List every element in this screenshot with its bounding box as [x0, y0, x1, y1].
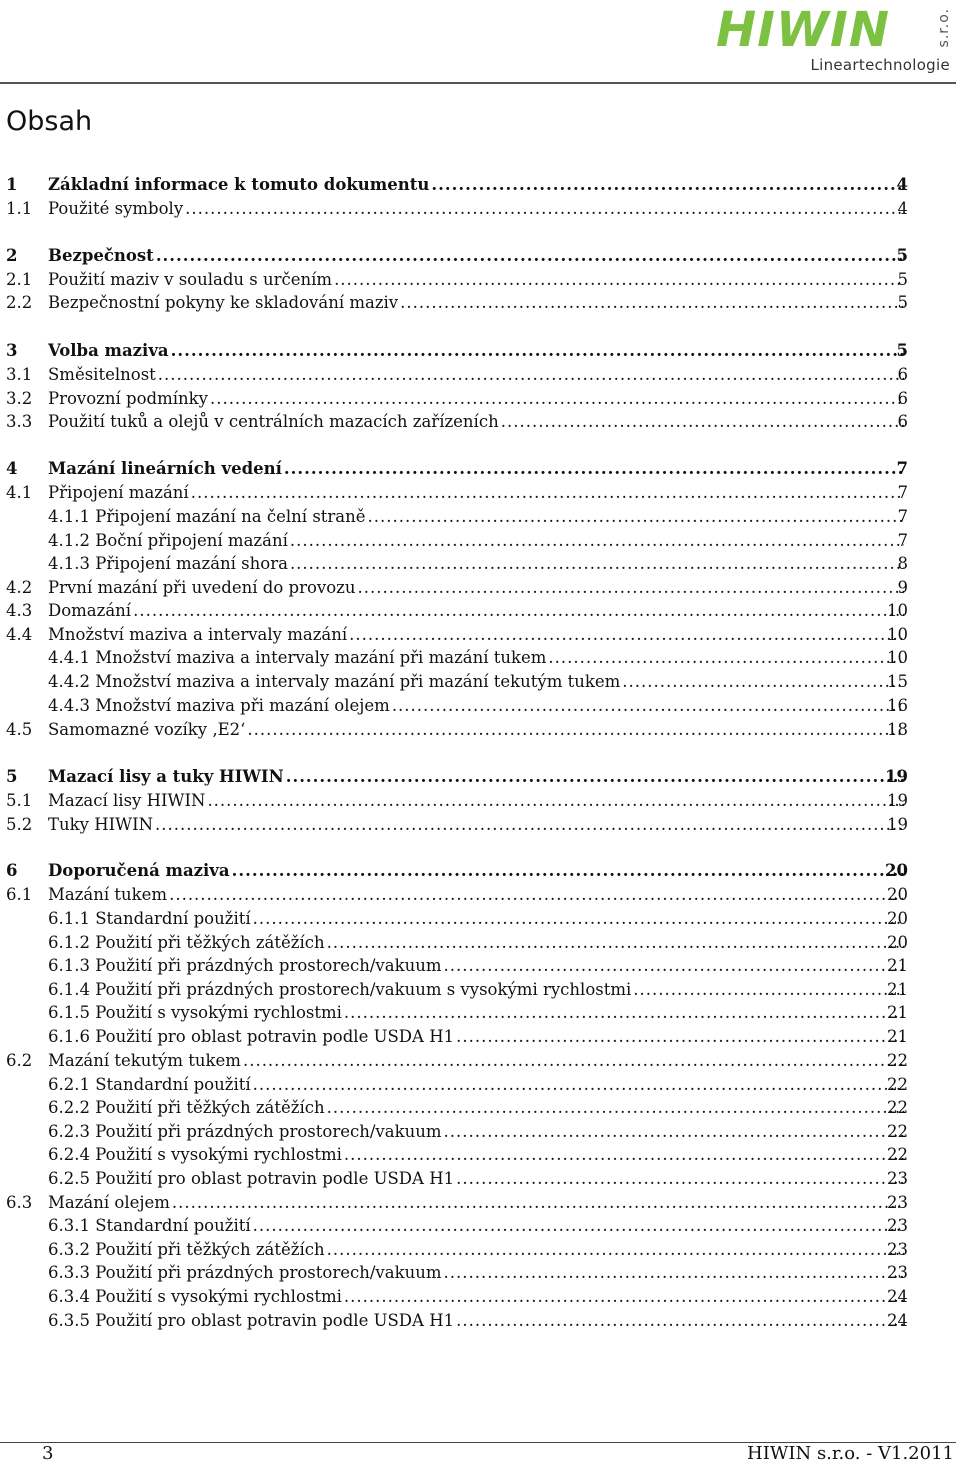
toc-entry[interactable] — [0, 1144, 960, 1166]
toc-entry-title-wrap — [48, 340, 906, 362]
toc-entry-number: 3 — [6, 341, 18, 360]
toc-entry-title-wrap — [48, 1239, 906, 1261]
toc-entry-title-wrap — [48, 1168, 906, 1190]
toc-entry-title-wrap — [48, 884, 906, 906]
toc-dot-leader — [191, 482, 904, 504]
toc-entry-title: Množství maziva a intervaly mazání — [48, 625, 348, 644]
toc-dot-leader — [334, 269, 904, 291]
toc-entry-title: 6.1.5 Použití s vysokými rychlostmi — [48, 1003, 342, 1022]
toc-entry[interactable] — [0, 695, 960, 717]
toc-dot-leader — [156, 245, 904, 267]
toc-dot-leader — [253, 1215, 904, 1237]
toc-dot-leader — [456, 1026, 904, 1048]
toc-entry-title: Mazání lineárních vedení — [48, 459, 282, 478]
toc-dot-leader — [158, 364, 904, 386]
toc-entry-page: 7 — [897, 507, 908, 526]
toc-entry-number: 4.2 — [6, 578, 33, 597]
toc-dot-leader — [253, 1074, 904, 1096]
toc-entry[interactable] — [0, 1286, 960, 1308]
toc-entry-page: 21 — [887, 980, 908, 999]
toc-entry-title: Mazání tekutým tukem — [48, 1051, 241, 1070]
toc-entry[interactable] — [0, 624, 960, 646]
toc-entry-title-wrap — [48, 1002, 906, 1024]
toc-entry-title-wrap — [48, 932, 906, 954]
toc-dot-leader — [243, 1050, 904, 1072]
toc-entry[interactable] — [0, 600, 960, 622]
toc-entry[interactable] — [0, 1262, 960, 1284]
toc-dot-leader — [172, 1192, 904, 1214]
toc-entry-title: Provozní podmínky — [48, 389, 208, 408]
toc-entry-page: 6 — [897, 389, 908, 408]
toc-entry[interactable] — [0, 671, 960, 693]
toc-entry-page: 6 — [897, 365, 908, 384]
toc-entry[interactable] — [0, 577, 960, 599]
toc-dot-leader — [290, 530, 904, 552]
toc-dot-leader — [290, 553, 904, 575]
toc-entry-title-wrap — [48, 719, 906, 741]
toc-entry-title-wrap — [48, 174, 906, 196]
toc-entry-title: Směsitelnost — [48, 365, 156, 384]
toc-entry-title: 4.4.1 Množství maziva a intervaly mazání při mazání tukem — [48, 648, 547, 667]
toc-entry-title: 6.2.3 Použití při prázdných prostorech/vakuum — [48, 1122, 442, 1141]
toc-entry-title-wrap — [48, 814, 906, 836]
toc-entry-page: 10 — [887, 601, 908, 620]
toc-entry-title-wrap — [48, 671, 906, 693]
toc-entry-title: 6.3.3 Použití při prázdných prostorech/vakuum — [48, 1263, 442, 1282]
toc-entry-number: 2 — [6, 246, 18, 265]
toc-entry-title: 6.3.1 Standardní použití — [48, 1216, 251, 1235]
toc-entry-title: 6.1.1 Standardní použití — [48, 909, 251, 928]
toc-entry-page: 16 — [887, 696, 908, 715]
toc-entry[interactable] — [0, 1168, 960, 1190]
toc-entry-title: Použití tuků a olejů v centrálních mazacích zařízeních — [48, 412, 499, 431]
toc-dot-leader — [253, 908, 904, 930]
toc-dot-leader — [456, 1168, 904, 1190]
toc-entry[interactable] — [0, 458, 960, 480]
toc-entry-title: Samomazné vozíky ‚E2‘ — [48, 720, 246, 739]
toc-entry-page: 24 — [887, 1287, 908, 1306]
toc-entry[interactable] — [0, 292, 960, 314]
toc-entry-title: 4.4.3 Množství maziva při mazání olejem — [48, 696, 390, 715]
toc-entry[interactable] — [0, 1121, 960, 1143]
toc-entry-number: 1 — [6, 175, 18, 194]
toc-entry-page: 22 — [887, 1122, 908, 1141]
toc-entry-title: Připojení mazání — [48, 483, 189, 502]
toc-entry-page: 24 — [887, 1311, 908, 1330]
toc-entry-title-wrap — [48, 1192, 906, 1214]
toc-dot-leader — [443, 1262, 904, 1284]
toc-dot-leader — [501, 411, 904, 433]
toc-entry[interactable] — [0, 1050, 960, 1072]
toc-entry-title-wrap — [48, 790, 906, 812]
toc-entry-page: 18 — [887, 720, 908, 739]
toc-entry-title-wrap — [48, 1026, 906, 1048]
toc-entry-title: 4.1.1 Připojení mazání na čelní straně — [48, 507, 366, 526]
toc-entry[interactable] — [0, 553, 960, 575]
toc-entry-title-wrap — [48, 388, 906, 410]
toc-entry[interactable] — [0, 790, 960, 812]
logo-wordmark: HIWIN — [716, 2, 891, 58]
toc-entry-title-wrap — [48, 1286, 906, 1308]
toc-entry-number: 6.3 — [6, 1193, 33, 1212]
toc-entry-number: 5.2 — [6, 815, 33, 834]
toc-entry-page: 20 — [887, 909, 908, 928]
toc-entry[interactable] — [0, 1239, 960, 1261]
toc-entry-title-wrap — [48, 577, 906, 599]
toc-entry-page: 15 — [887, 672, 908, 691]
toc-dot-leader — [284, 458, 904, 480]
toc-entry-title-wrap — [48, 600, 906, 622]
toc-entry-page: 20 — [887, 933, 908, 952]
toc-dot-leader — [357, 577, 904, 599]
toc-entry-title: 4.4.2 Množství maziva a intervaly mazání při mazání tekutým tukem — [48, 672, 621, 691]
toc-entry[interactable] — [0, 1310, 960, 1332]
toc-entry-title-wrap — [48, 695, 906, 717]
toc-entry-number: 4.4 — [6, 625, 33, 644]
toc-entry-title-wrap — [48, 482, 906, 504]
toc-dot-leader — [327, 932, 904, 954]
toc-entry-title: 6.3.4 Použití s vysokými rychlostmi — [48, 1287, 342, 1306]
toc-entry-title-wrap — [48, 198, 906, 220]
toc-dot-leader — [327, 1239, 904, 1261]
toc-dot-leader — [633, 979, 904, 1001]
toc-dot-leader — [185, 198, 904, 220]
toc-entry-title-wrap — [48, 1262, 906, 1284]
toc-dot-leader — [443, 955, 904, 977]
toc-entry-title: 6.2.2 Použití při těžkých zátěžích — [48, 1098, 325, 1117]
toc-entry-title-wrap — [48, 908, 906, 930]
toc-entry-title-wrap — [48, 506, 906, 528]
toc-dot-leader — [327, 1097, 904, 1119]
toc-dot-leader — [247, 719, 904, 741]
toc-entry-title: 6.3.5 Použití pro oblast potravin podle USDA H1 — [48, 1311, 455, 1330]
footer-company: HIWIN s.r.o. - V1.2011 — [747, 1443, 954, 1464]
toc-entry-title-wrap — [48, 1074, 906, 1096]
toc-entry[interactable] — [0, 530, 960, 552]
toc-entry-page: 22 — [887, 1075, 908, 1094]
toc-entry-title: Domazání — [48, 601, 132, 620]
toc-entry-title: Použití maziv v souladu s určením — [48, 270, 333, 289]
toc-entry-page: 7 — [897, 531, 908, 550]
toc-entry[interactable] — [0, 340, 960, 362]
toc-entry-number: 4.1 — [6, 483, 33, 502]
toc-entry[interactable] — [0, 1074, 960, 1096]
toc-entry-page: 22 — [887, 1145, 908, 1164]
toc-dot-leader — [286, 766, 904, 788]
toc-entry-title-wrap — [48, 1097, 906, 1119]
toc-entry-title-wrap — [48, 1050, 906, 1072]
toc-entry-title: Mazací lisy HIWIN — [48, 791, 206, 810]
toc-entry-title: Doporučená maziva — [48, 861, 230, 880]
toc-entry-title: Mazání olejem — [48, 1193, 170, 1212]
logo-subtitle: Lineartechnologie — [810, 56, 950, 74]
toc-entry-page: 5 — [896, 246, 908, 265]
toc-entry-page: 20 — [885, 861, 908, 880]
toc-entry[interactable] — [0, 245, 960, 267]
toc-entry-page: 4 — [896, 175, 908, 194]
toc-entry-title: Základní informace k tomuto dokumentu — [48, 175, 430, 194]
toc-entry-title-wrap — [48, 647, 906, 669]
toc-entry-page: 23 — [887, 1216, 908, 1235]
toc-entry-page: 22 — [887, 1098, 908, 1117]
toc-entry[interactable] — [0, 719, 960, 741]
footer-page-number: 3 — [42, 1443, 54, 1464]
toc-entry-number: 3.2 — [6, 389, 33, 408]
toc-entry[interactable] — [0, 908, 960, 930]
toc-entry-number: 6.1 — [6, 885, 33, 904]
toc-entry-page: 23 — [887, 1240, 908, 1259]
toc-dot-leader — [392, 695, 904, 717]
toc-entry-page: 19 — [887, 815, 908, 834]
toc-entry-title: 6.1.2 Použití při těžkých zátěžích — [48, 933, 325, 952]
toc-entry[interactable] — [0, 388, 960, 410]
toc-entry-page: 6 — [897, 412, 908, 431]
toc-entry-title-wrap — [48, 530, 906, 552]
page-title: Obsah — [6, 106, 93, 137]
toc-entry-number: 4 — [6, 459, 18, 478]
toc-entry-page: 4 — [897, 199, 908, 218]
logo-suffix: s.r.o. — [936, 8, 952, 48]
toc-entry-page: 7 — [896, 459, 908, 478]
toc-entry-page: 21 — [887, 1027, 908, 1046]
toc-entry-page: 23 — [887, 1263, 908, 1282]
toc-entry-title: Bezpečnost — [48, 246, 154, 265]
toc-dot-leader — [210, 388, 904, 410]
toc-entry-page: 10 — [887, 648, 908, 667]
toc-entry[interactable] — [0, 482, 960, 504]
toc-dot-leader — [548, 647, 904, 669]
toc-entry[interactable] — [0, 411, 960, 433]
toc-dot-leader — [169, 884, 904, 906]
toc-entry-page: 21 — [887, 1003, 908, 1022]
toc-dot-leader — [344, 1144, 904, 1166]
toc-entry[interactable] — [0, 814, 960, 836]
toc-entry-page: 8 — [897, 554, 908, 573]
toc-dot-leader — [431, 174, 904, 196]
toc-dot-leader — [171, 340, 904, 362]
toc-dot-leader — [207, 790, 904, 812]
toc-entry[interactable] — [0, 860, 960, 882]
toc-entry-number: 3.3 — [6, 412, 33, 431]
toc-entry-title: Použité symboly — [48, 199, 184, 218]
toc-entry-title: 4.1.3 Připojení mazání shora — [48, 554, 288, 573]
toc-entry-page: 7 — [897, 483, 908, 502]
toc-entry-page: 19 — [887, 791, 908, 810]
toc-dot-leader — [232, 860, 904, 882]
toc-entry-title-wrap — [48, 979, 906, 1001]
toc-dot-leader — [133, 600, 904, 622]
toc-entry-page: 21 — [887, 956, 908, 975]
toc-dot-leader — [344, 1002, 904, 1024]
toc-entry[interactable] — [0, 1097, 960, 1119]
toc-entry-number: 2.2 — [6, 293, 33, 312]
toc-entry-title: 6.1.4 Použití při prázdných prostorech/vakuum s vysokými rychlostmi — [48, 980, 632, 999]
toc-entry-title: Volba maziva — [48, 341, 169, 360]
toc-entry-title-wrap — [48, 860, 906, 882]
toc-dot-leader — [622, 671, 904, 693]
toc-entry[interactable] — [0, 955, 960, 977]
toc-entry-number: 4.5 — [6, 720, 33, 739]
toc-entry-number: 1.1 — [6, 199, 33, 218]
toc-entry-title-wrap — [48, 458, 906, 480]
toc-entry[interactable] — [0, 979, 960, 1001]
toc-entry-title-wrap — [48, 766, 906, 788]
toc-entry-title-wrap — [48, 955, 906, 977]
toc-entry-title-wrap — [48, 1144, 906, 1166]
toc-dot-leader — [400, 292, 904, 314]
toc-entry-number: 6 — [6, 861, 18, 880]
toc-entry-title-wrap — [48, 364, 906, 386]
toc-entry-title: 6.1.3 Použití při prázdných prostorech/vakuum — [48, 956, 442, 975]
toc-entry[interactable] — [0, 1192, 960, 1214]
toc-entry-title: 4.1.2 Boční připojení mazání — [48, 531, 288, 550]
toc-entry-title: První mazání při uvedení do provozu — [48, 578, 356, 597]
toc-entry-title: 6.2.5 Použití pro oblast potravin podle USDA H1 — [48, 1169, 455, 1188]
toc-entry-title: Mazání tukem — [48, 885, 168, 904]
toc-entry[interactable] — [0, 506, 960, 528]
toc-entry-page: 5 — [896, 341, 908, 360]
toc-entry-title: 6.2.1 Standardní použití — [48, 1075, 251, 1094]
toc-entry-title: 6.1.6 Použití pro oblast potravin podle USDA H1 — [48, 1027, 455, 1046]
toc-entry[interactable] — [0, 1002, 960, 1024]
toc-entry[interactable] — [0, 1215, 960, 1237]
toc-entry-title-wrap — [48, 245, 906, 267]
toc-entry-title: Bezpečnostní pokyny ke skladování maziv — [48, 293, 399, 312]
toc-dot-leader — [344, 1286, 904, 1308]
toc-entry[interactable] — [0, 198, 960, 220]
toc-entry-page: 10 — [887, 625, 908, 644]
toc-entry-page: 5 — [897, 293, 908, 312]
toc-entry-number: 4.3 — [6, 601, 33, 620]
toc-entry[interactable] — [0, 174, 960, 196]
toc-entry-title-wrap — [48, 1215, 906, 1237]
toc-entry-title: 6.2.4 Použití s vysokými rychlostmi — [48, 1145, 342, 1164]
toc-entry-page: 9 — [897, 578, 908, 597]
toc-entry-title-wrap — [48, 269, 906, 291]
toc-entry-number: 6.2 — [6, 1051, 33, 1070]
toc-entry-title-wrap — [48, 624, 906, 646]
toc-entry[interactable] — [0, 647, 960, 669]
toc-entry-title-wrap — [48, 411, 906, 433]
toc-entry-page: 19 — [885, 767, 908, 786]
toc-entry-number: 3.1 — [6, 365, 33, 384]
toc-entry-page: 23 — [887, 1169, 908, 1188]
toc-entry[interactable] — [0, 766, 960, 788]
toc-entry-title-wrap — [48, 292, 906, 314]
toc-entry-number: 5.1 — [6, 791, 33, 810]
toc-entry[interactable] — [0, 364, 960, 386]
toc-entry-title: Tuky HIWIN — [48, 815, 154, 834]
toc-entry-page: 5 — [897, 270, 908, 289]
toc-entry-title: Mazací lisy a tuky HIWIN — [48, 767, 284, 786]
toc-entry-title-wrap — [48, 1310, 906, 1332]
toc-dot-leader — [456, 1310, 904, 1332]
toc-entry-title: 6.3.2 Použití při těžkých zátěžích — [48, 1240, 325, 1259]
toc-entry-number: 2.1 — [6, 270, 33, 289]
toc-entry-page: 20 — [887, 885, 908, 904]
toc-entry[interactable] — [0, 1026, 960, 1048]
toc-entry-title-wrap — [48, 553, 906, 575]
toc-dot-leader — [349, 624, 904, 646]
toc-entry-page: 22 — [887, 1051, 908, 1070]
toc-entry[interactable] — [0, 884, 960, 906]
toc-entry[interactable] — [0, 269, 960, 291]
toc-entry-title-wrap — [48, 1121, 906, 1143]
toc-entry-number: 5 — [6, 767, 18, 786]
toc-entry-page: 23 — [887, 1193, 908, 1212]
toc-dot-leader — [368, 506, 904, 528]
toc-dot-leader — [443, 1121, 904, 1143]
toc-dot-leader — [155, 814, 904, 836]
toc-entry[interactable] — [0, 932, 960, 954]
